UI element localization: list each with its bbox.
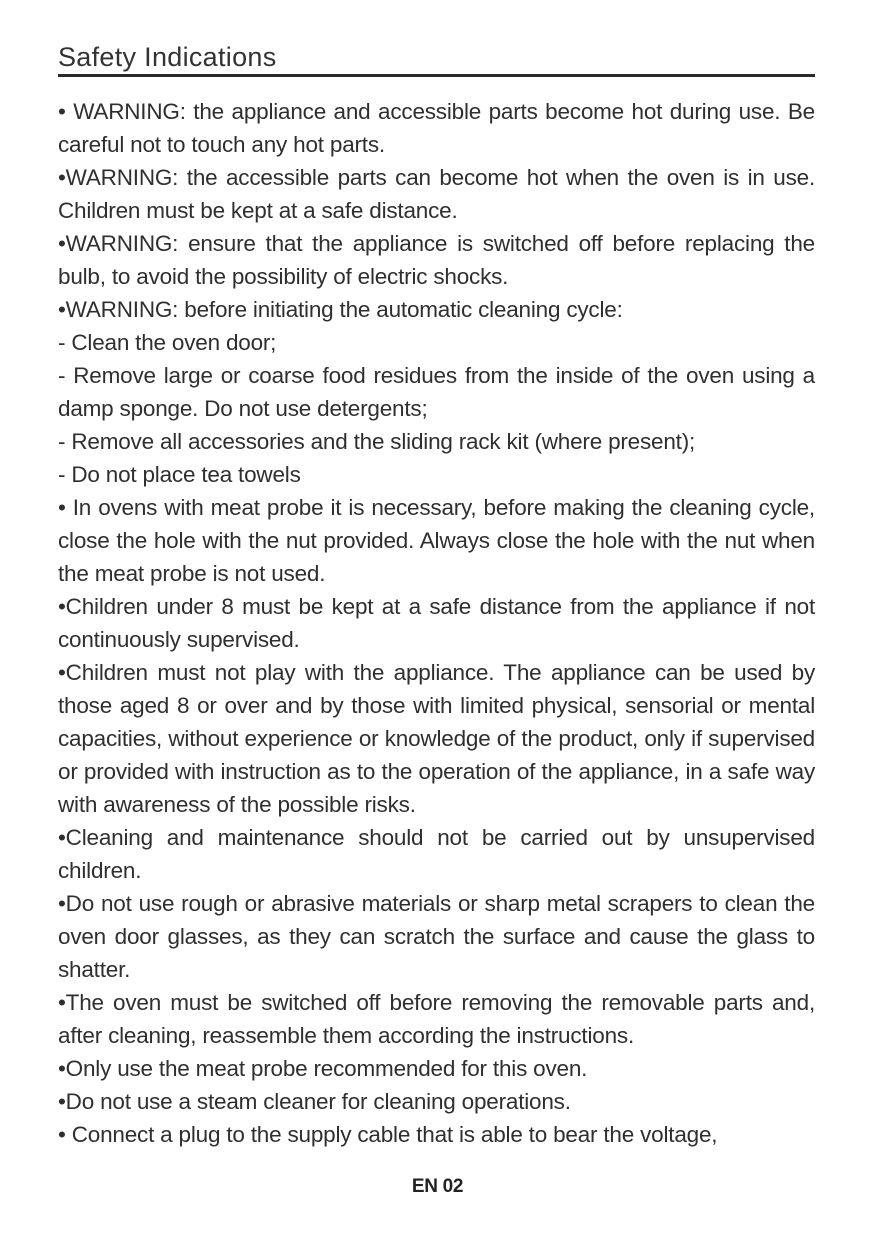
paragraph: • WARNING: the appliance and accessible parts become hot during use. Be careful not to touch any hot parts. xyxy=(58,99,815,157)
paragraph: • Connect a plug to the supply cable that is able to bear the voltage, xyxy=(58,1122,718,1147)
paragraph: •Cleaning and maintenance should not be carried out by unsupervised children. xyxy=(58,825,815,883)
paragraph: •Children must not play with the appliance. The appliance can be used by those aged 8 or over and by those with limited physical, sensorial or mental capacities, without experience or knowledge of the product, only if supervised or provided with instruction as to the operation of the appliance, in a safe way with awareness of the possible risks. xyxy=(58,660,815,817)
paragraph: - Remove large or coarse food residues from the inside of the oven using a damp sponge. Do not use detergents; xyxy=(58,363,815,421)
paragraph: - Remove all accessories and the sliding rack kit (where present); xyxy=(58,429,696,454)
page-title: Safety Indications xyxy=(58,40,815,77)
paragraph: •WARNING: ensure that the appliance is switched off before replacing the bulb, to avoid the possibility of electric shocks. xyxy=(58,231,815,289)
paragraph: •WARNING: the accessible parts can become hot when the oven is in use. Children must be kept at a safe distance. xyxy=(58,165,815,223)
paragraph: •Do not use a steam cleaner for cleaning operations. xyxy=(58,1089,571,1114)
document-page xyxy=(58,40,815,1151)
paragraph: •WARNING: before initiating the automatic cleaning cycle: xyxy=(58,297,623,322)
page-number: EN 02 xyxy=(411,1176,464,1197)
paragraph: • In ovens with meat probe it is necessary, before making the cleaning cycle, close the hole with the nut provided. Always close the hole with the nut when the meat probe is not used. xyxy=(58,495,815,586)
safety-text-body xyxy=(58,95,815,1151)
paragraph: •Do not use rough or abrasive materials or sharp metal scrapers to clean the oven door glasses, as they can scratch the surface and cause the glass to shatter. xyxy=(58,891,815,982)
paragraph: - Clean the oven door; xyxy=(58,330,277,355)
paragraph: - Do not place tea towels xyxy=(58,462,301,487)
paragraph: •The oven must be switched off before removing the removable parts and, after cleaning, reassemble them according the instructions. xyxy=(58,990,815,1048)
paragraph: •Children under 8 must be kept at a safe distance from the appliance if not continuously supervised. xyxy=(58,594,815,652)
paragraph: •Only use the meat probe recommended for this oven. xyxy=(58,1056,588,1081)
